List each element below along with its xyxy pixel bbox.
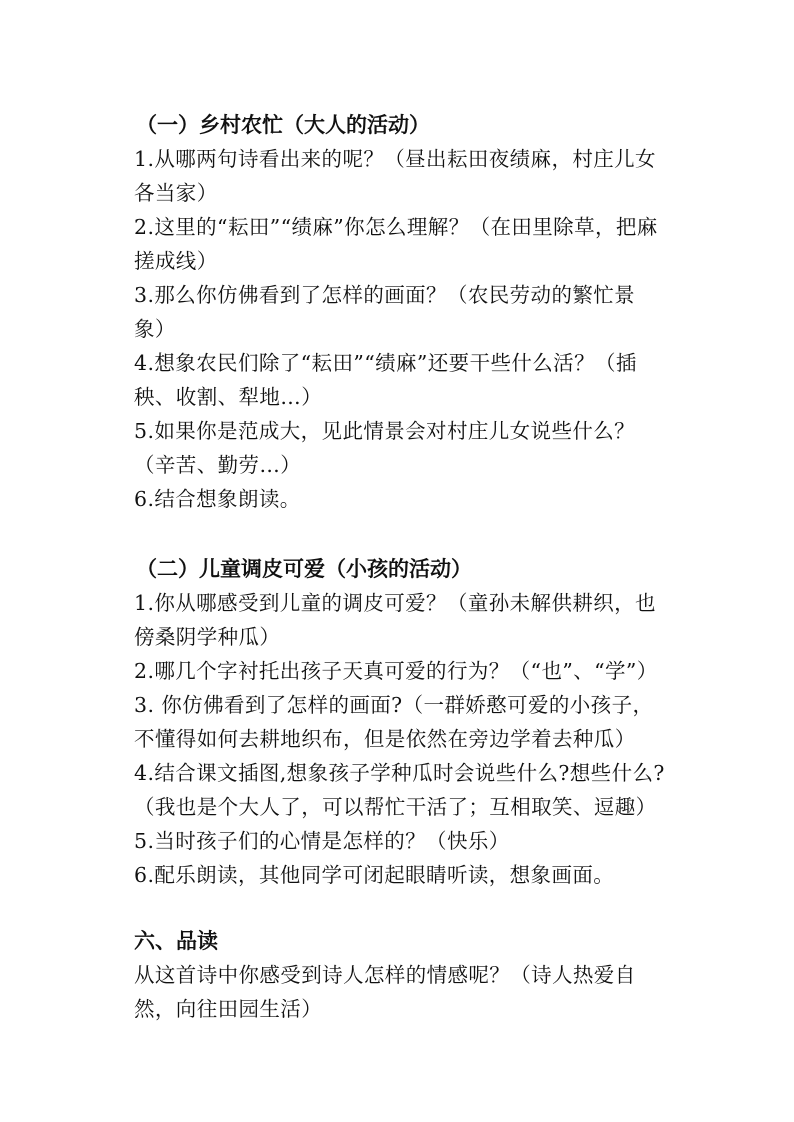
section3-list	[134, 958, 694, 1026]
list-item-q3-line1: 3. 你仿佛看到了怎样的画面?（一群娇憨可爱的小孩子，	[134, 693, 654, 717]
list-item-q5-line1: 5.如果你是范成大，见此情景会对村庄儿女说些什么？	[134, 419, 636, 443]
section-spacer	[134, 516, 694, 552]
list-item-q4-line2: （我也是个大人了，可以帮忙干活了；互相取笑、逗趣）	[134, 795, 657, 819]
list-item-q4-line1: 4.想象农民们除了“耘田”“绩麻”还要干些什么活？（插	[134, 351, 637, 375]
list-item-q6: 6.结合想象朗读。	[134, 487, 301, 511]
list-item-q3-line2: 象）	[134, 317, 176, 341]
list-item-q3-line2: 不懂得如何去耕地织布，但是依然在旁边学着去种瓜）	[134, 727, 636, 751]
list-item-q2-line2: 搓成线）	[134, 249, 218, 273]
list-item-q4-line1: 4.结合课文插图,想象孩子学种瓜时会说些什么?想些什么?	[134, 761, 665, 785]
list-item-q5-line2: （辛苦、勤劳…）	[134, 453, 302, 477]
section2-list	[134, 586, 694, 892]
list-item-line2: 然，向往田园生活）	[134, 997, 323, 1021]
list-item-q5: 5.当时孩子们的心情是怎样的？（快乐）	[134, 829, 510, 853]
list-item-q1-line1: 1.你从哪感受到儿童的调皮可爱？（童孙未解供耕织，也	[134, 591, 656, 615]
section1-list	[134, 142, 694, 516]
list-item-q4-line2: 秧、收割、犁地…）	[134, 385, 323, 409]
document-page	[134, 108, 694, 1026]
list-item-q1-line2: 各当家）	[134, 181, 218, 205]
section-heading-children-playful: （二）儿童调皮可爱（小孩的活动）	[136, 557, 472, 581]
section-heading-rural-busy: （一）乡村农忙（大人的活动）	[136, 113, 430, 137]
list-item-q2-line1: 2.这里的“耘田”“绩麻”你怎么理解？（在田里除草，把麻	[134, 215, 658, 239]
section-heading-appreciation: 六、品读	[134, 929, 218, 953]
list-item-q2: 2.哪几个字衬托出孩子天真可爱的行为？（“也”、“学”）	[134, 659, 658, 683]
list-item-q6: 6.配乐朗读，其他同学可闭起眼睛听读，想象画面。	[134, 863, 615, 887]
list-item-q1-line2: 傍桑阴学种瓜）	[134, 625, 281, 649]
list-item-line1: 从这首诗中你感受到诗人怎样的情感呢？（诗人热爱自	[134, 963, 636, 987]
list-item-q1-line1: 1.从哪两句诗看出来的呢？（昼出耘田夜绩麻，村庄儿女	[134, 147, 656, 171]
section-spacer	[134, 892, 694, 924]
list-item-q3-line1: 3.那么你仿佛看到了怎样的画面？（农民劳动的繁忙景	[134, 283, 636, 307]
